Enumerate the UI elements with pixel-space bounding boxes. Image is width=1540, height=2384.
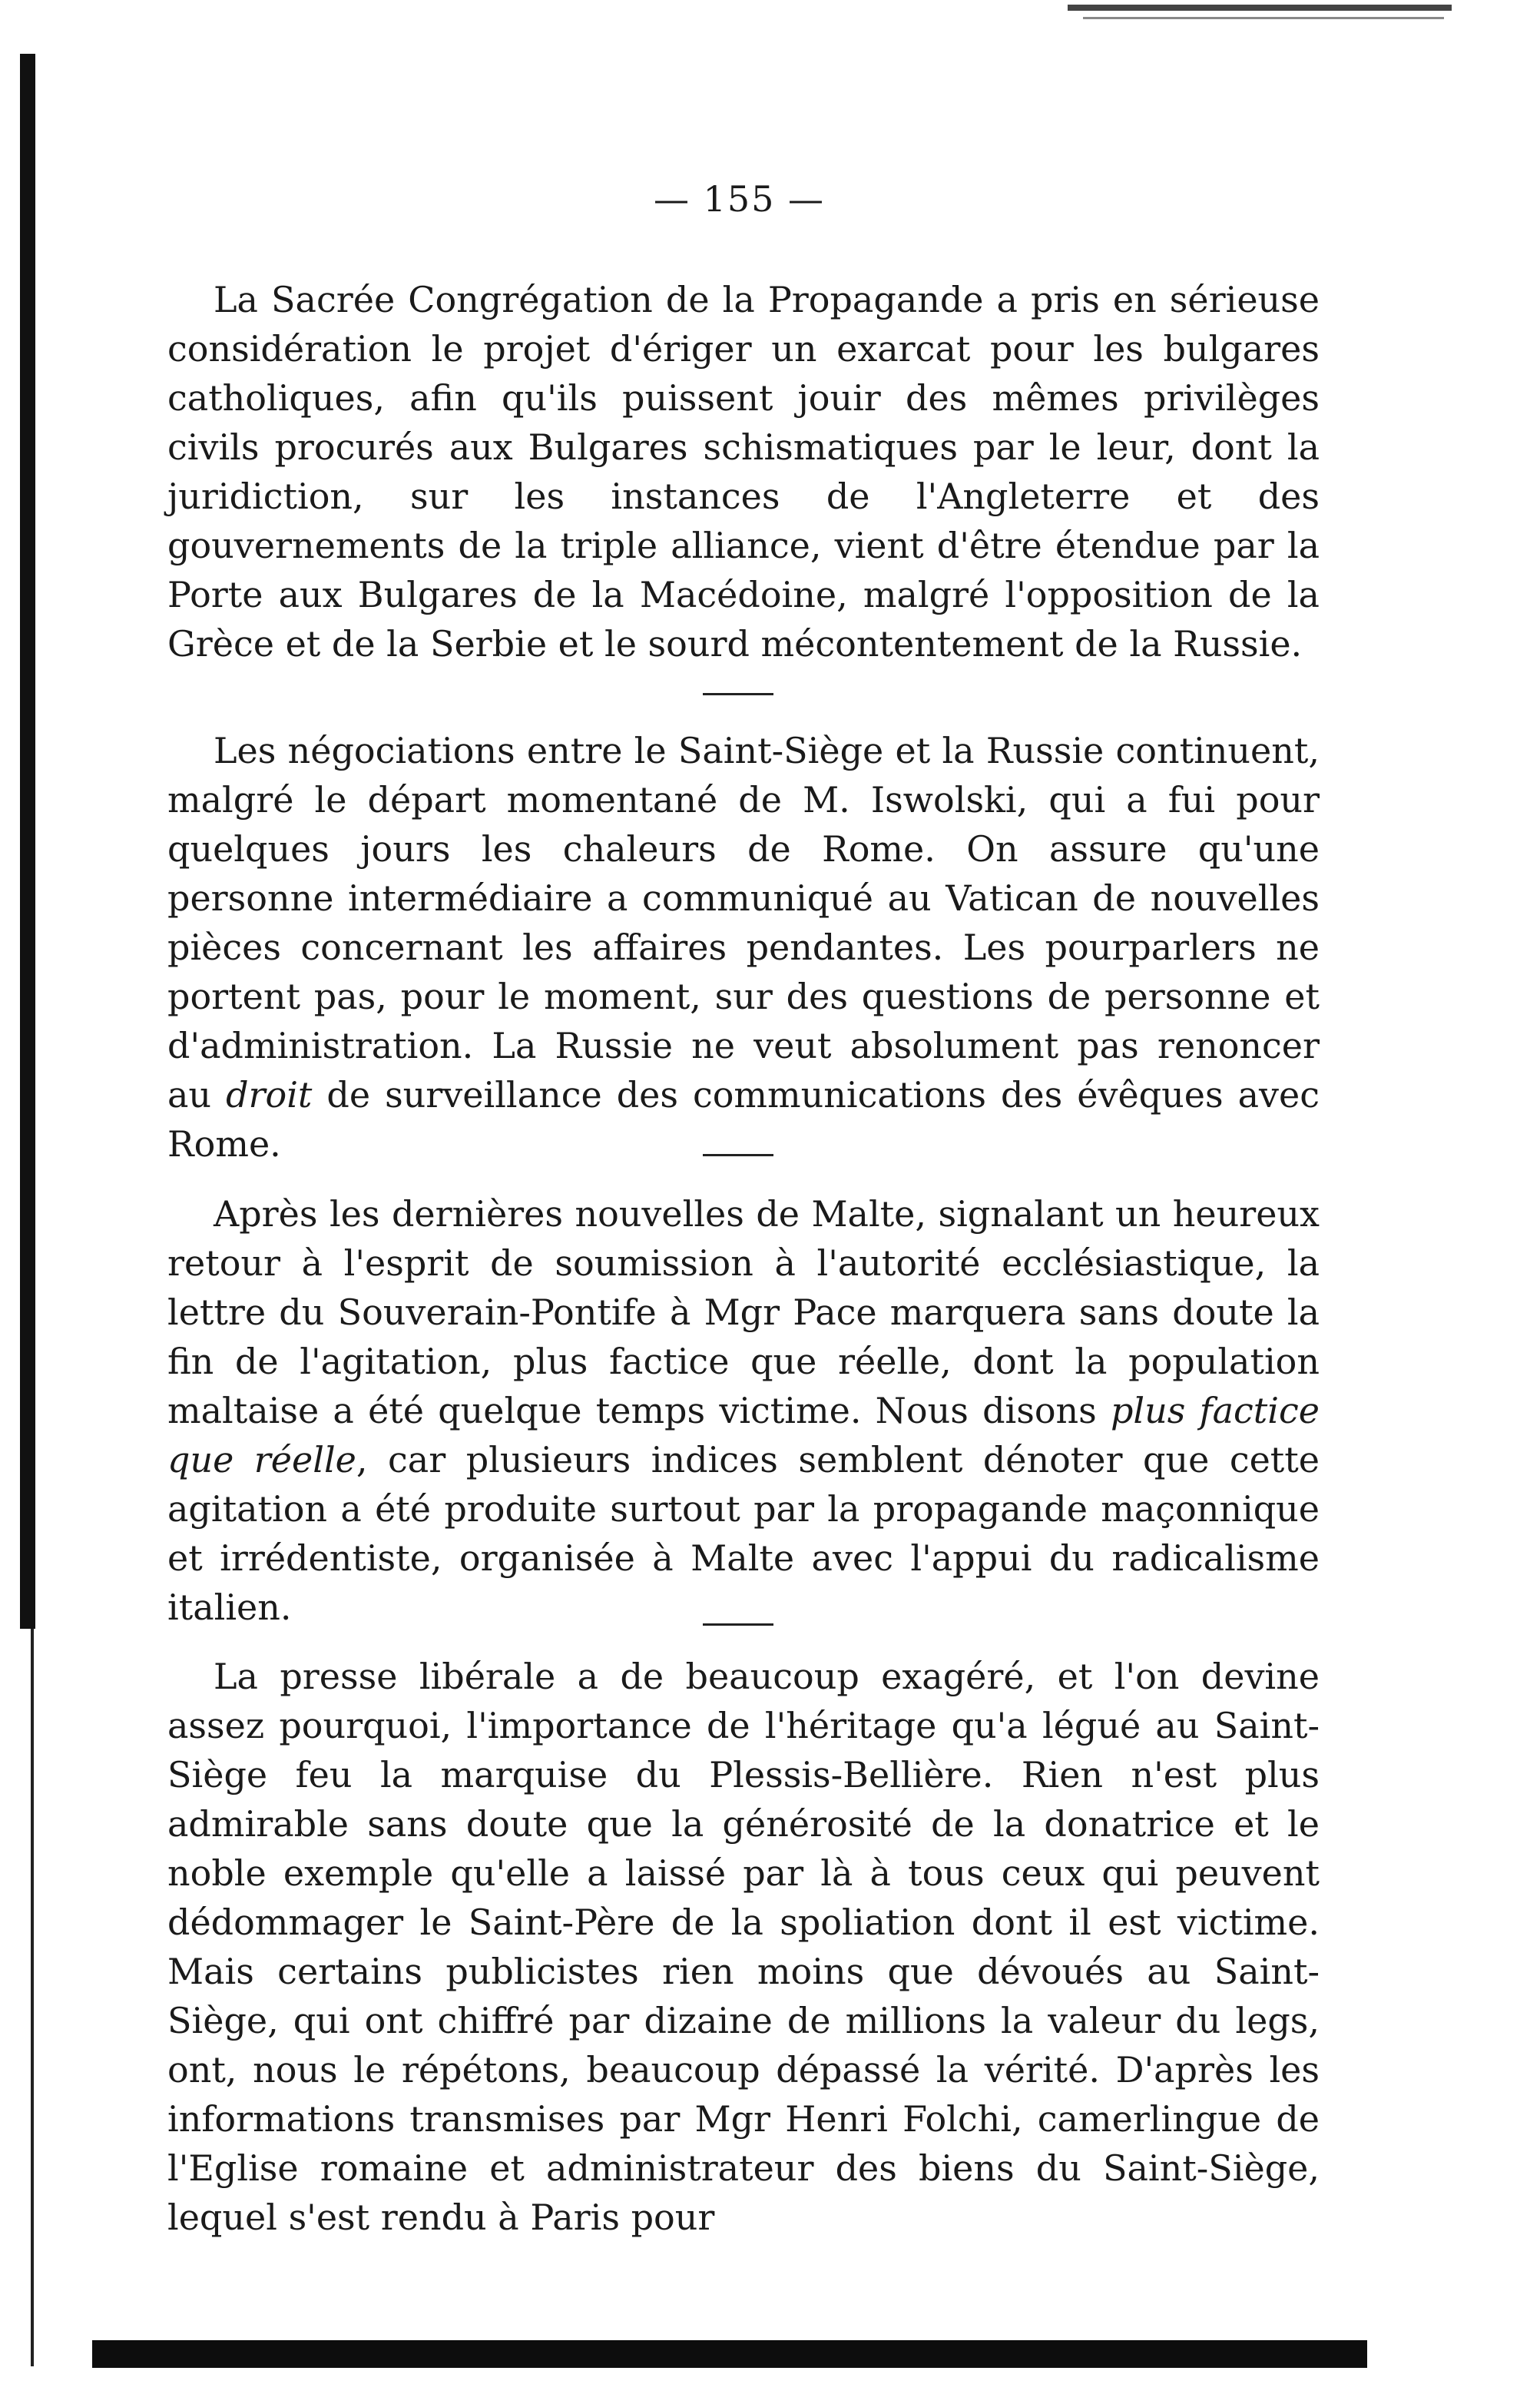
paragraph-propaganda-exarchate: La Sacrée Congrégation de la Propagande a pris en sérieuse considération le projet d'ériger un exarcat pour les bulgares catholiques, afin qu'ils puissent jouir des mêmes privilèges civils procurés aux Bulgares schismatiques par le leur, dont la juridiction, sur les instances de l'Angleterre et des gouvernements de la triple alliance, vient d'être étendue par la Porte aux Bulgares de la Macédoine, malgré l'opposition de la Grèce et de la Serbie et le sourd mécontentement de la Russie. [167, 279, 1320, 665]
scan-edge-shadow [20, 54, 35, 1629]
paragraph-malta-agitation: Après les dernières nouvelles de Malte, signalant un heureux retour à l'esprit de soumission à l'autorité ecclésiastique, la lettre du Souverain-Pontife à Mgr Pace marquera sans doute la fin de l'agitation, plus factice que réelle, dont la population maltaise a été quelque temps victime. Nous disons plus factice que réelle, car plusieurs indices semblent dénoter que cette agitation a été produite surtout par la propagande maçonnique et irrédentiste, organisée à Malte avec l'appui du radicalisme italien. [167, 1193, 1320, 1628]
section-separator [703, 693, 773, 695]
page-number: — 155 — [653, 178, 826, 220]
italic-emphasis: plus factice que réelle [167, 1390, 1320, 1480]
scan-bottom-shadow [92, 2340, 1367, 2368]
italic-emphasis: droit [226, 1074, 313, 1116]
scan-top-rule [1068, 5, 1452, 11]
paragraph-plessis-belliere-legacy: La presse libérale a de beaucoup exagéré, et l'on devine assez pourquoi, l'importance de l'héritage qu'a légué au Saint-Siège feu la marquise du Plessis-Bellière. Rien n'est plus admirable sans doute que la générosité de la donatrice et le noble exemple qu'elle a laissé par là à tous ceux qui peuvent dédommager le Saint-Père de la spoliation dont il est victime. Mais certains publicistes rien moins que dévoués au Saint-Siège, qui ont chiffré par dizaine de millions la valeur du legs, ont, nous le répétons, beaucoup dépassé la vérité. D'après les informations transmises par Mgr Henri Folchi, camerlingue de l'Eglise romaine et administrateur des biens du Saint-Siège, lequel s'est rendu à Paris pour [167, 1656, 1320, 2238]
section-separator [703, 1154, 773, 1156]
paragraph-russia-negotiations: Les négociations entre le Saint-Siège et la Russie continuent, malgré le départ momentané de M. Iswolski, qui a fui pour quelques jours les chaleurs de Rome. On assure qu'une personne intermédiaire a communiqué au Vatican de nouvelles pièces concernant les affaires pendantes. Les pourparlers ne portent pas, pour le moment, sur des questions de personne et d'administration. La Russie ne veut absolument pas renoncer au droit de surveillance des communications des évêques avec Rome. [167, 730, 1320, 1165]
scan-edge-line [31, 1629, 34, 2366]
section-separator [703, 1623, 773, 1626]
scan-top-rule-thin [1083, 17, 1444, 19]
